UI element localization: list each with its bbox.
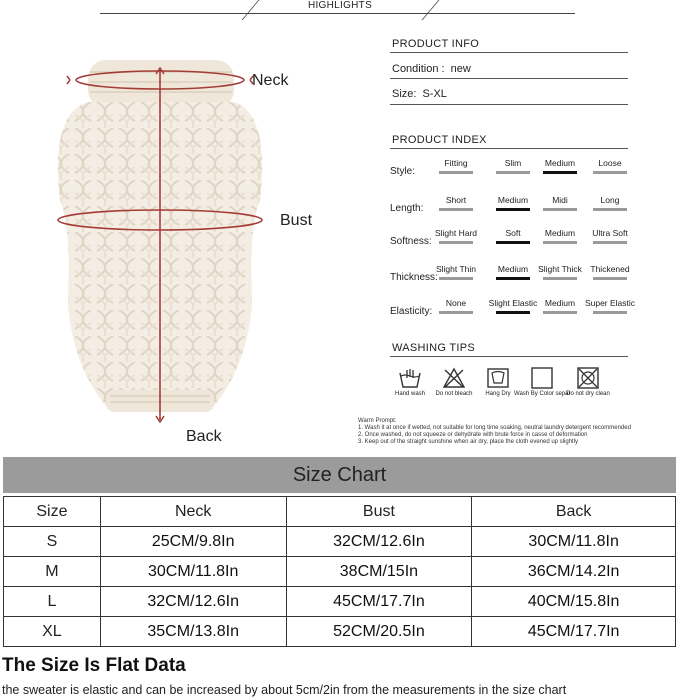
wash-item: Hang Dry (470, 367, 526, 397)
washing-tips-rule (390, 356, 628, 357)
index-option (428, 195, 484, 211)
index-option-bar (439, 208, 473, 211)
index-option-label: Medium (544, 158, 576, 168)
index-option (582, 228, 638, 244)
size-cell: XL (4, 617, 101, 647)
header-bust: Bust (286, 497, 472, 527)
index-option-label: Medium (544, 298, 576, 308)
size-cell: S (4, 527, 101, 557)
washing-tips-list (390, 367, 679, 407)
condition-value: new (450, 63, 471, 75)
index-option-bar (496, 311, 530, 314)
condition-field (392, 63, 471, 75)
index-option-label: Slim (504, 158, 522, 168)
size-label: Size: (392, 88, 417, 100)
warm-prompt-line: 3. Keep out of the straight sunshine when air dry, place the cloth evened up slightly (358, 439, 579, 445)
index-option-bar (496, 241, 530, 244)
header-neck: Neck (100, 497, 286, 527)
index-row-label: Length: (390, 203, 424, 214)
index-option-label: Medium (544, 228, 576, 238)
index-row (390, 298, 679, 324)
index-option-bar (439, 311, 473, 314)
index-row (390, 195, 679, 221)
size-chart-table (3, 496, 676, 647)
wash-item: Hand wash (382, 367, 438, 397)
index-option-label: Medium (497, 195, 529, 205)
neck-cell: 30CM/11.8In (100, 557, 286, 587)
index-option (428, 158, 484, 174)
index-option-bar (593, 311, 627, 314)
index-option (582, 195, 638, 211)
wash-item: Wash By Color separ (514, 367, 570, 397)
header-size: Size (4, 497, 101, 527)
flat-data-title: The Size Is Flat Data (2, 655, 186, 676)
bust-cell: 38CM/15In (286, 557, 472, 587)
hand-wash-icon (398, 367, 422, 389)
index-option-label: Medium (497, 264, 529, 274)
highlights-slash-right (422, 0, 440, 20)
index-option-bar (593, 171, 627, 174)
index-option (532, 264, 588, 280)
color-separate-icon (530, 367, 554, 389)
index-option-label: Ultra Soft (592, 228, 628, 238)
size-cell: L (4, 587, 101, 617)
sweater-illustration (50, 50, 270, 440)
condition-rule (390, 78, 628, 79)
index-option-bar (496, 208, 530, 211)
wash-item: Do not bleach (426, 367, 482, 397)
index-option (428, 228, 484, 244)
index-option-bar (496, 171, 530, 174)
highlights-rule (100, 13, 575, 14)
index-option (582, 158, 638, 174)
product-info-title: PRODUCT INFO (392, 38, 480, 50)
highlights-title: HIGHLIGHTS (307, 0, 373, 11)
index-row (390, 158, 679, 184)
warm-prompt-line: 2. Once washed, do not squeeze or dehydrate with brute force in casse of deformation (358, 432, 588, 438)
index-option-label: Slight Thin (435, 264, 476, 274)
index-option-label: Loose (598, 158, 622, 168)
index-option-bar (543, 311, 577, 314)
bust-label: Bust (280, 212, 313, 229)
index-option-label: Fitting (444, 158, 468, 168)
size-field (392, 88, 447, 100)
back-cell: 30CM/11.8In (472, 527, 676, 557)
index-option-label: Slight Elastic (488, 298, 538, 308)
index-option-bar (593, 241, 627, 244)
neck-label: Neck (252, 72, 289, 89)
wash-item: Do not dry clean (560, 367, 616, 397)
index-option-bar (543, 208, 577, 211)
table-row (4, 557, 676, 587)
index-option-label: Thickened (590, 264, 630, 274)
index-option-bar (543, 241, 577, 244)
size-chart-title: Size Chart (3, 457, 676, 493)
index-option (582, 298, 638, 314)
index-option-label: Slight Hard (434, 228, 478, 238)
bust-cell: 52CM/20.5In (286, 617, 472, 647)
size-cell: M (4, 557, 101, 587)
highlights-slash-left (242, 0, 260, 20)
warm-prompt (358, 418, 678, 446)
index-option-label: Super Elastic (584, 298, 636, 308)
index-option-bar (593, 277, 627, 280)
condition-label: Condition : (392, 63, 445, 75)
index-option-bar (543, 171, 577, 174)
back-cell: 36CM/14.2In (472, 557, 676, 587)
index-row-label: Softness: (390, 236, 432, 247)
warm-prompt-line: 1. Wash it at once if wetted, not suitable for long time soaking, neutral laundry detergent recommended (358, 425, 631, 431)
index-row-label: Thickness: (390, 272, 438, 283)
table-row (4, 527, 676, 557)
product-info-rule (390, 52, 628, 53)
no-dry-clean-icon (576, 367, 600, 389)
index-row (390, 228, 679, 254)
index-option-label: Short (445, 195, 467, 205)
index-option-label: None (445, 298, 467, 308)
index-option (532, 195, 588, 211)
index-option (532, 298, 588, 314)
product-index-title: PRODUCT INDEX (392, 134, 487, 146)
neck-cell: 35CM/13.8In (100, 617, 286, 647)
table-row (4, 617, 676, 647)
index-option-bar (593, 208, 627, 211)
back-cell: 40CM/15.8In (472, 587, 676, 617)
index-option-bar (439, 277, 473, 280)
back-label: Back (186, 428, 222, 445)
neck-cell: 32CM/12.6In (100, 587, 286, 617)
index-option-label: Midi (552, 195, 568, 205)
index-option-selected (532, 158, 588, 174)
index-option (428, 298, 484, 314)
size-rule (390, 104, 628, 105)
index-option (582, 264, 638, 280)
index-option-label: Long (600, 195, 620, 205)
index-option-bar (496, 277, 530, 280)
index-row-label: Elasticity: (390, 306, 433, 317)
header-back: Back (472, 497, 676, 527)
neck-cell: 25CM/9.8In (100, 527, 286, 557)
index-option-label: Soft (505, 228, 521, 238)
bust-cell: 32CM/12.6In (286, 527, 472, 557)
no-bleach-icon (442, 367, 466, 389)
index-option (428, 264, 484, 280)
hang-dry-icon (486, 367, 510, 389)
bust-cell: 45CM/17.7In (286, 587, 472, 617)
warm-prompt-title: Warm Prompt: (358, 418, 397, 424)
index-row-label: Style: (390, 166, 416, 177)
index-option-bar (543, 277, 577, 280)
washing-tips-title: WASHING TIPS (392, 342, 476, 354)
back-cell: 45CM/17.7In (472, 617, 676, 647)
product-index-rule (390, 148, 628, 149)
index-option-label: Slight Thick (538, 264, 582, 274)
index-option-bar (439, 171, 473, 174)
flat-data-note: the sweater is elastic and can be increased by about 5cm/2in from the measurements in the size chart (2, 683, 567, 697)
table-header-row (4, 497, 676, 527)
index-option (532, 228, 588, 244)
index-row (390, 264, 679, 290)
table-row (4, 587, 676, 617)
index-option-bar (439, 241, 473, 244)
size-value: S-XL (422, 88, 447, 100)
